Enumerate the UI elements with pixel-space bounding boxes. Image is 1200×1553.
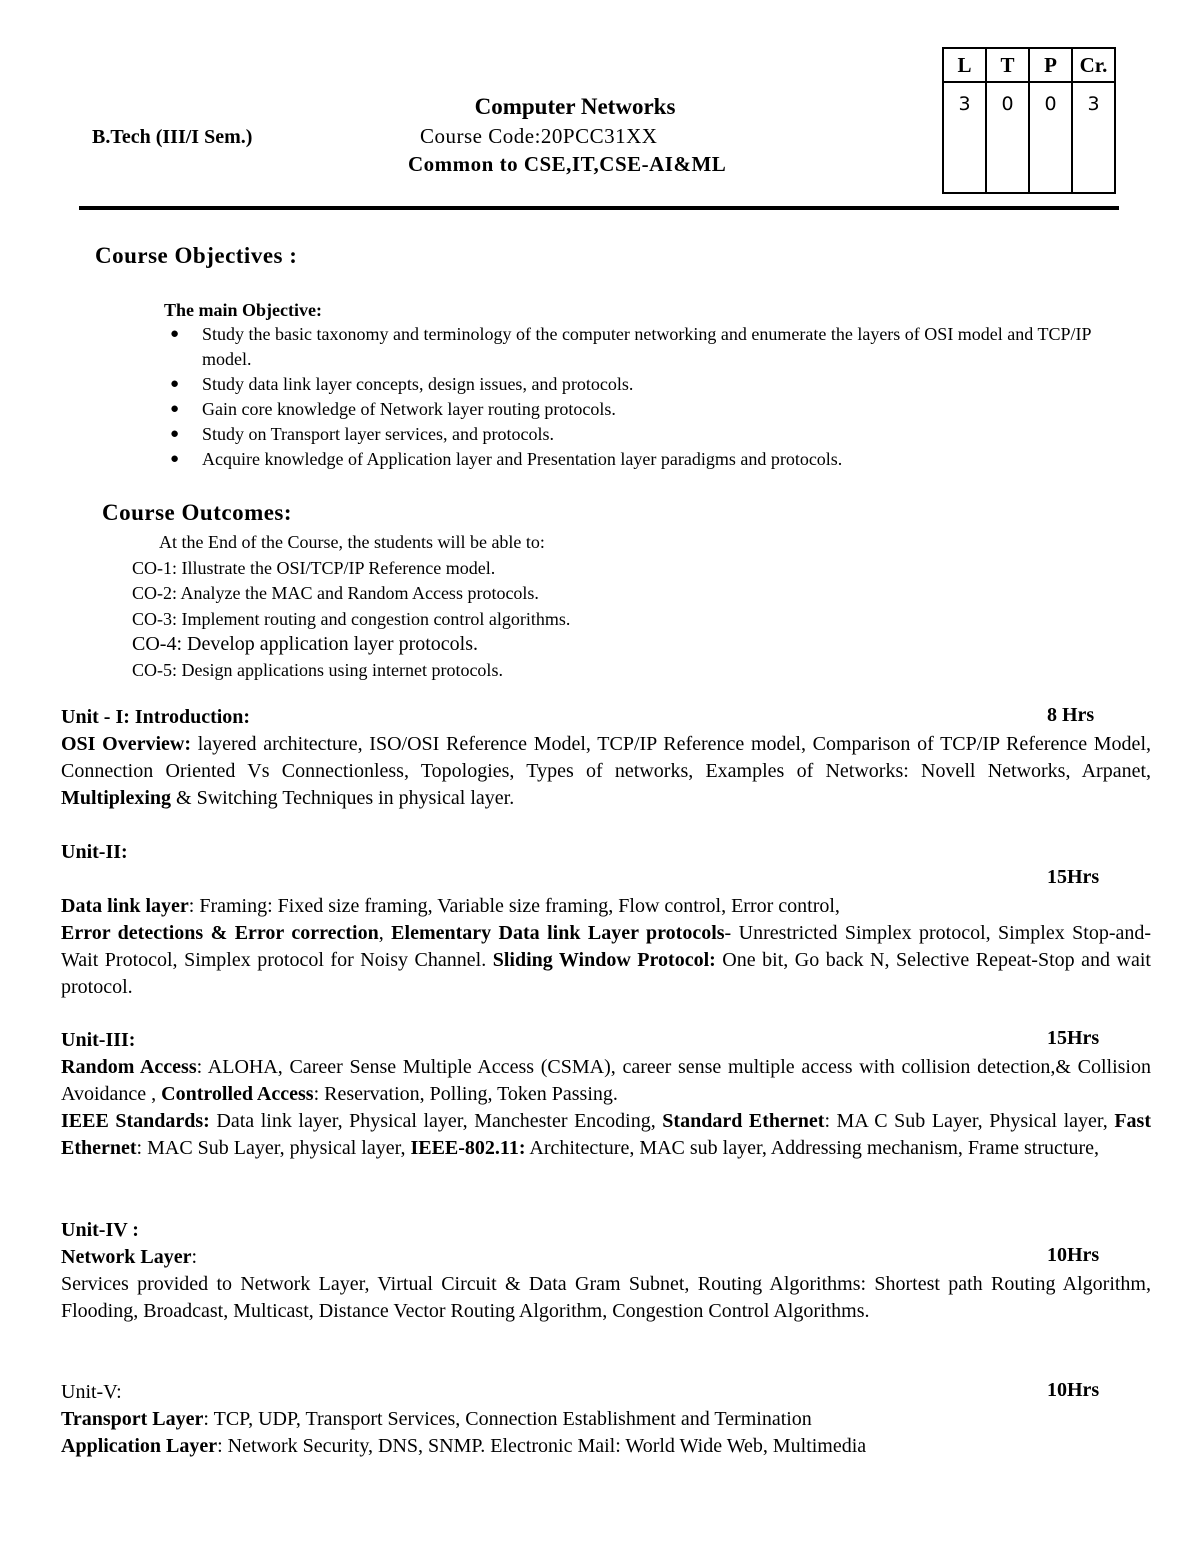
outcomes-heading: Course Outcomes: [102, 500, 293, 525]
ltp-header-p: P [1029, 48, 1072, 82]
objectives-intro: The main Objective: [164, 300, 322, 320]
outcome-item: CO-2: Analyze the MAC and Random Access protocols. [132, 583, 539, 603]
unit-5 [61, 1379, 1151, 1460]
bullet-icon: ● [170, 426, 180, 442]
unit-4-subheading: Network Layer: [61, 1246, 198, 1268]
ltp-header-cr: Cr. [1072, 48, 1115, 82]
objectives-heading: Course Objectives : [95, 243, 298, 268]
ltp-value-row [943, 82, 1115, 193]
outcome-item: CO-3: Implement routing and congestion control algorithms. [132, 608, 571, 629]
outcomes-list [132, 530, 570, 683]
bullet-icon: ● [170, 376, 180, 392]
unit-2-content-1: Data link layer: Framing: Fixed size framing, Variable size framing, Flow control, Error control, [61, 895, 840, 917]
course-code: Course Code:20PCC31XX [420, 124, 658, 148]
bullet-icon: ● [170, 401, 180, 417]
outcome-item: CO-1: Illustrate the OSI/TCP/IP Reference model. [132, 557, 496, 578]
ltp-header-l: L [943, 48, 986, 82]
ltp-value-p: 0 [1029, 82, 1072, 193]
unit-4-hours: 10Hrs [1047, 1244, 1100, 1266]
outcome-item: CO-5: Design applications using internet protocols. [132, 659, 503, 680]
unit-3-hours: 15Hrs [1047, 1027, 1100, 1049]
objective-item: ● Study the basic taxonomy and terminology of the computer networking and enumerate the layers of OSI model and TCP/IP model. [170, 324, 1091, 369]
unit-1-content: OSI Overview: layered architecture, ISO/OSI Reference Model, TCP/IP Reference model, Comparison of TCP/IP Reference Model, Connection Oriented Vs Connectionless, Topologies, Types of networks, Examples of Networks: Novell Networks, Arpanet, Multiplexing & Switching Techniques in physical layer. [61, 733, 1151, 809]
unit-4-title: Unit-IV : [61, 1219, 139, 1241]
objective-item: ● Acquire knowledge of Application layer and Presentation layer paradigms and protocols. [170, 447, 1120, 472]
unit-5-content-1: Transport Layer: TCP, UDP, Transport Services, Connection Establishment and Termination [61, 1408, 812, 1430]
unit-2 [61, 839, 1151, 1001]
unit-2-spacer [61, 866, 1151, 893]
outcomes-intro: At the End of the Course, the students will be able to: [159, 532, 545, 552]
unit-5-hours: 10Hrs [1047, 1379, 1100, 1401]
unit-1-title: Unit - I: Introduction: [61, 706, 251, 728]
course-title: Computer Networks [474, 94, 676, 119]
unit-3-content-2: IEEE Standards: Data link layer, Physical layer, Manchester Encoding, Standard Ethernet: MA C Sub Layer, Physical layer, Fast Ethernet: MAC Sub Layer, physical layer, IEEE-802.11: Architecture, MAC sub layer, Addressing mechanism, Frame structure, [61, 1110, 1151, 1159]
unit-1 [61, 704, 1151, 812]
ltp-header-row [943, 48, 1115, 82]
bullet-icon: ● [170, 326, 180, 342]
unit-3-title: Unit-III: [61, 1029, 136, 1051]
unit-5-content-2: Application Layer: Network Security, DNS, SNMP. Electronic Mail: World Wide Web, Multimedia [61, 1435, 867, 1457]
outcome-item: CO-4: Develop application layer protocols. [132, 633, 479, 655]
unit-2-content-2: Error detections & Error correction, Elementary Data link Layer protocols- Unrestricted Simplex protocol, Simplex Stop-and-Wait Protocol, Simplex protocol for Noisy Channel. Sliding Window Protocol: One bit, Go back N, Selective Repeat-Stop and wait protocol. [61, 922, 1152, 998]
unit-4 [61, 1217, 1151, 1325]
unit-3-content-1: Random Access: ALOHA, Career Sense Multiple Access (CSMA), career sense multiple access with collision detection,& Collision Avoidance , Controlled Access: Reservation, Polling, Token Passing. [61, 1056, 1151, 1105]
header-divider [79, 206, 1119, 210]
bullet-icon: ● [170, 451, 180, 467]
objective-item: ● Gain core knowledge of Network layer routing protocols. [170, 397, 1120, 422]
objective-item: ● Study data link layer concepts, design issues, and protocols. [170, 372, 1120, 397]
unit-2-title: Unit-II: [61, 841, 128, 863]
objective-item: ● Study on Transport layer services, and protocols. [170, 422, 1120, 447]
ltp-value-cr: 3 [1072, 82, 1115, 193]
unit-5-title: Unit-V: [61, 1381, 122, 1403]
ltp-value-t: 0 [986, 82, 1029, 193]
objectives-list [170, 322, 1120, 472]
program-label: B.Tech (III/I Sem.) [92, 126, 253, 148]
unit-3 [61, 1027, 1151, 1162]
ltp-value-l: 3 [943, 82, 986, 193]
unit-4-content: Services provided to Network Layer, Virtual Circuit & Data Gram Subnet, Routing Algorithms: Shortest path Routing Algorithm, Flooding, Broadcast, Multicast, Distance Vector Routing Algorithm, Congestion Control Algorithms. [61, 1273, 1151, 1322]
unit-2-hours: 15Hrs [1047, 866, 1100, 888]
common-to: Common to CSE,IT,CSE-AI&ML [408, 152, 727, 176]
ltp-header-t: T [986, 48, 1029, 82]
unit-1-hours: 8 Hrs [1047, 704, 1095, 726]
ltp-credit-table [942, 47, 1116, 194]
